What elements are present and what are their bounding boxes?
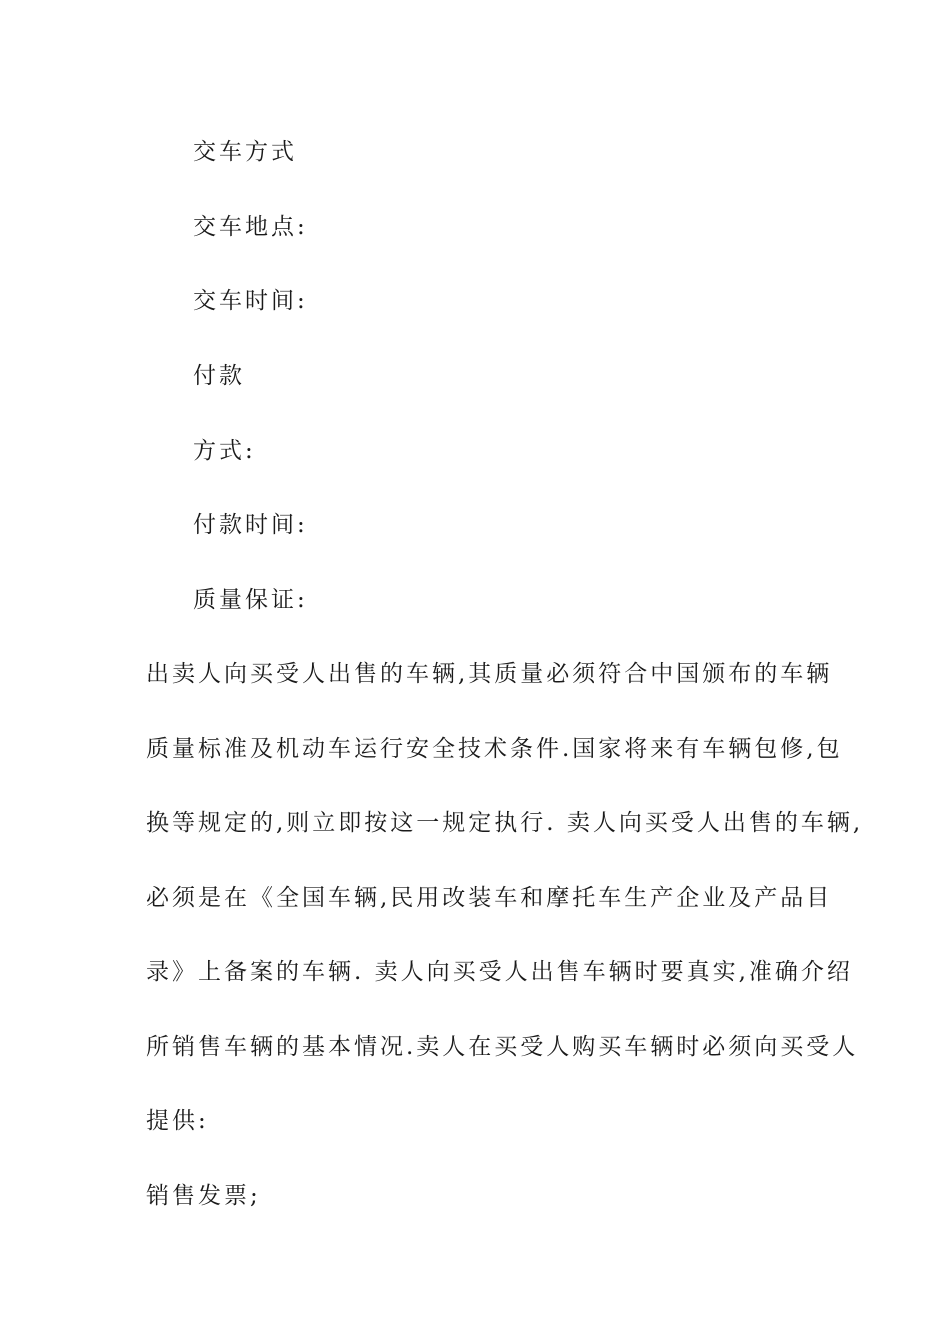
paragraph-line: 录》上备案的车辆. 卖人向买受人出售车辆时要真实,准确介绍 xyxy=(146,959,853,985)
field-delivery-place: 交车地点: xyxy=(193,214,308,240)
field-payment: 付款 xyxy=(193,363,245,389)
paragraph-line: 出卖人向买受人出售的车辆,其质量必须符合中国颁布的车辆 xyxy=(146,661,833,687)
field-quality-guarantee: 质量保证: xyxy=(193,587,308,613)
paragraph-line: 所销售车辆的基本情况.卖人在买受人购买车辆时必须向买受人 xyxy=(146,1034,859,1060)
field-payment-method: 方式: xyxy=(193,438,256,464)
paragraph-line: 销售发票; xyxy=(146,1183,261,1209)
field-delivery-method: 交车方式 xyxy=(193,139,297,165)
paragraph-line: 提供: xyxy=(146,1108,209,1134)
paragraph-line: 换等规定的,则立即按这一规定执行. 卖人向买受人出售的车辆, xyxy=(146,810,864,836)
field-delivery-time: 交车时间: xyxy=(193,288,308,314)
paragraph-line: 质量标准及机动车运行安全技术条件.国家将来有车辆包修,包 xyxy=(146,736,843,762)
field-payment-time: 付款时间: xyxy=(193,512,308,538)
paragraph-line: 必须是在《全国车辆,民用改装车和摩托车生产企业及产品目 xyxy=(146,885,833,911)
